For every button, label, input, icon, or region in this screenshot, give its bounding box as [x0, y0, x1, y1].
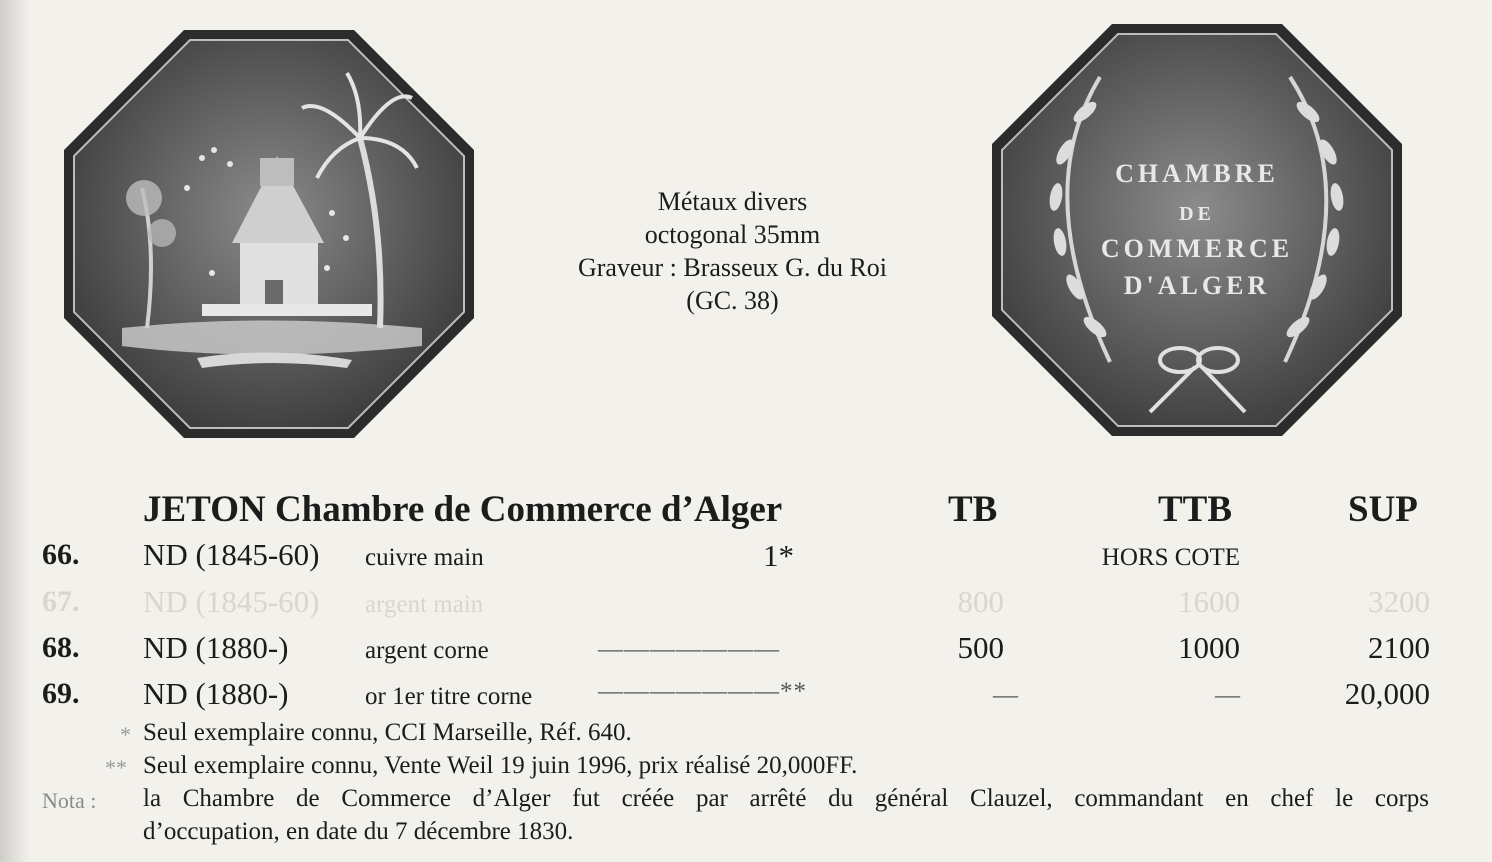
row-number: 67.: [42, 585, 80, 618]
row-rarity: ———————**: [598, 678, 807, 705]
header-sup: SUP: [1348, 489, 1418, 530]
row-ttb: 1000: [1178, 630, 1240, 665]
legend-line-1: CHAMBRE: [1115, 159, 1279, 188]
row-number: 69.: [42, 677, 80, 710]
row-date: ND (1845-60): [143, 537, 320, 572]
legend-line-3: COMMERCE: [1100, 234, 1294, 263]
nota-line-1: la Chambre de Commerce d’Alger fut créée par arrêté du général Clauzel, commandant en chef le corps: [143, 785, 1429, 812]
header-ttb: TTB: [1158, 489, 1233, 530]
row-tb: 800: [957, 584, 1004, 619]
row-number: 66.: [42, 538, 80, 571]
row-ttb: 1600: [1178, 584, 1240, 619]
row-sup: 3200: [1368, 584, 1430, 619]
row-metal: argent main: [365, 591, 484, 618]
specs-metals: Métaux divers: [657, 187, 808, 216]
row-date: ND (1880-): [143, 676, 289, 711]
row-date: ND (1845-60): [143, 584, 320, 619]
row-rarity: 1*: [763, 538, 794, 573]
header-tb: TB: [948, 489, 998, 530]
specs-shape-size: octogonal 35mm: [644, 220, 821, 249]
row-rarity: ———————: [598, 636, 780, 663]
page-gutter-shadow: [0, 0, 30, 862]
specs-engraver: Graveur : Brasseux G. du Roi: [577, 253, 888, 282]
medal-specs: [530, 185, 935, 317]
footnote-1-mark: *: [120, 722, 131, 747]
row-date: ND (1880-): [143, 630, 289, 665]
nota-line-2: d’occupation, en date du 7 décembre 1830.: [143, 818, 574, 845]
legend-line-4: D'ALGER: [1123, 271, 1271, 300]
reverse-coin-image: [990, 22, 1404, 438]
specs-reference: (GC. 38): [686, 286, 779, 315]
row-ttb: HORS COTE: [1101, 544, 1240, 571]
row-metal: or 1er titre corne: [365, 683, 533, 710]
row-sup: 2100: [1368, 630, 1430, 665]
obverse-coin-image: [62, 28, 476, 440]
row-sup: 20,000: [1344, 676, 1430, 711]
footnote-1-text: Seul exemplaire connu, CCI Marseille, Réf. 640.: [143, 719, 632, 746]
row-tb: 500: [957, 630, 1004, 665]
row-tb: —: [993, 682, 1018, 709]
legend-line-2: DE: [1179, 203, 1215, 225]
row-ttb: —: [1215, 682, 1240, 709]
row-metal: cuivre main: [365, 544, 484, 571]
row-metal: argent corne: [365, 637, 489, 664]
nota-label: Nota :: [42, 788, 97, 813]
footnote-2-text: Seul exemplaire connu, Vente Weil 19 juin 1996, prix réalisé 20,000FF.: [143, 752, 858, 779]
row-number: 68.: [42, 631, 80, 664]
table-title: JETON Chambre de Commerce d’Alger: [143, 489, 783, 530]
footnote-2-mark: **: [105, 755, 127, 780]
